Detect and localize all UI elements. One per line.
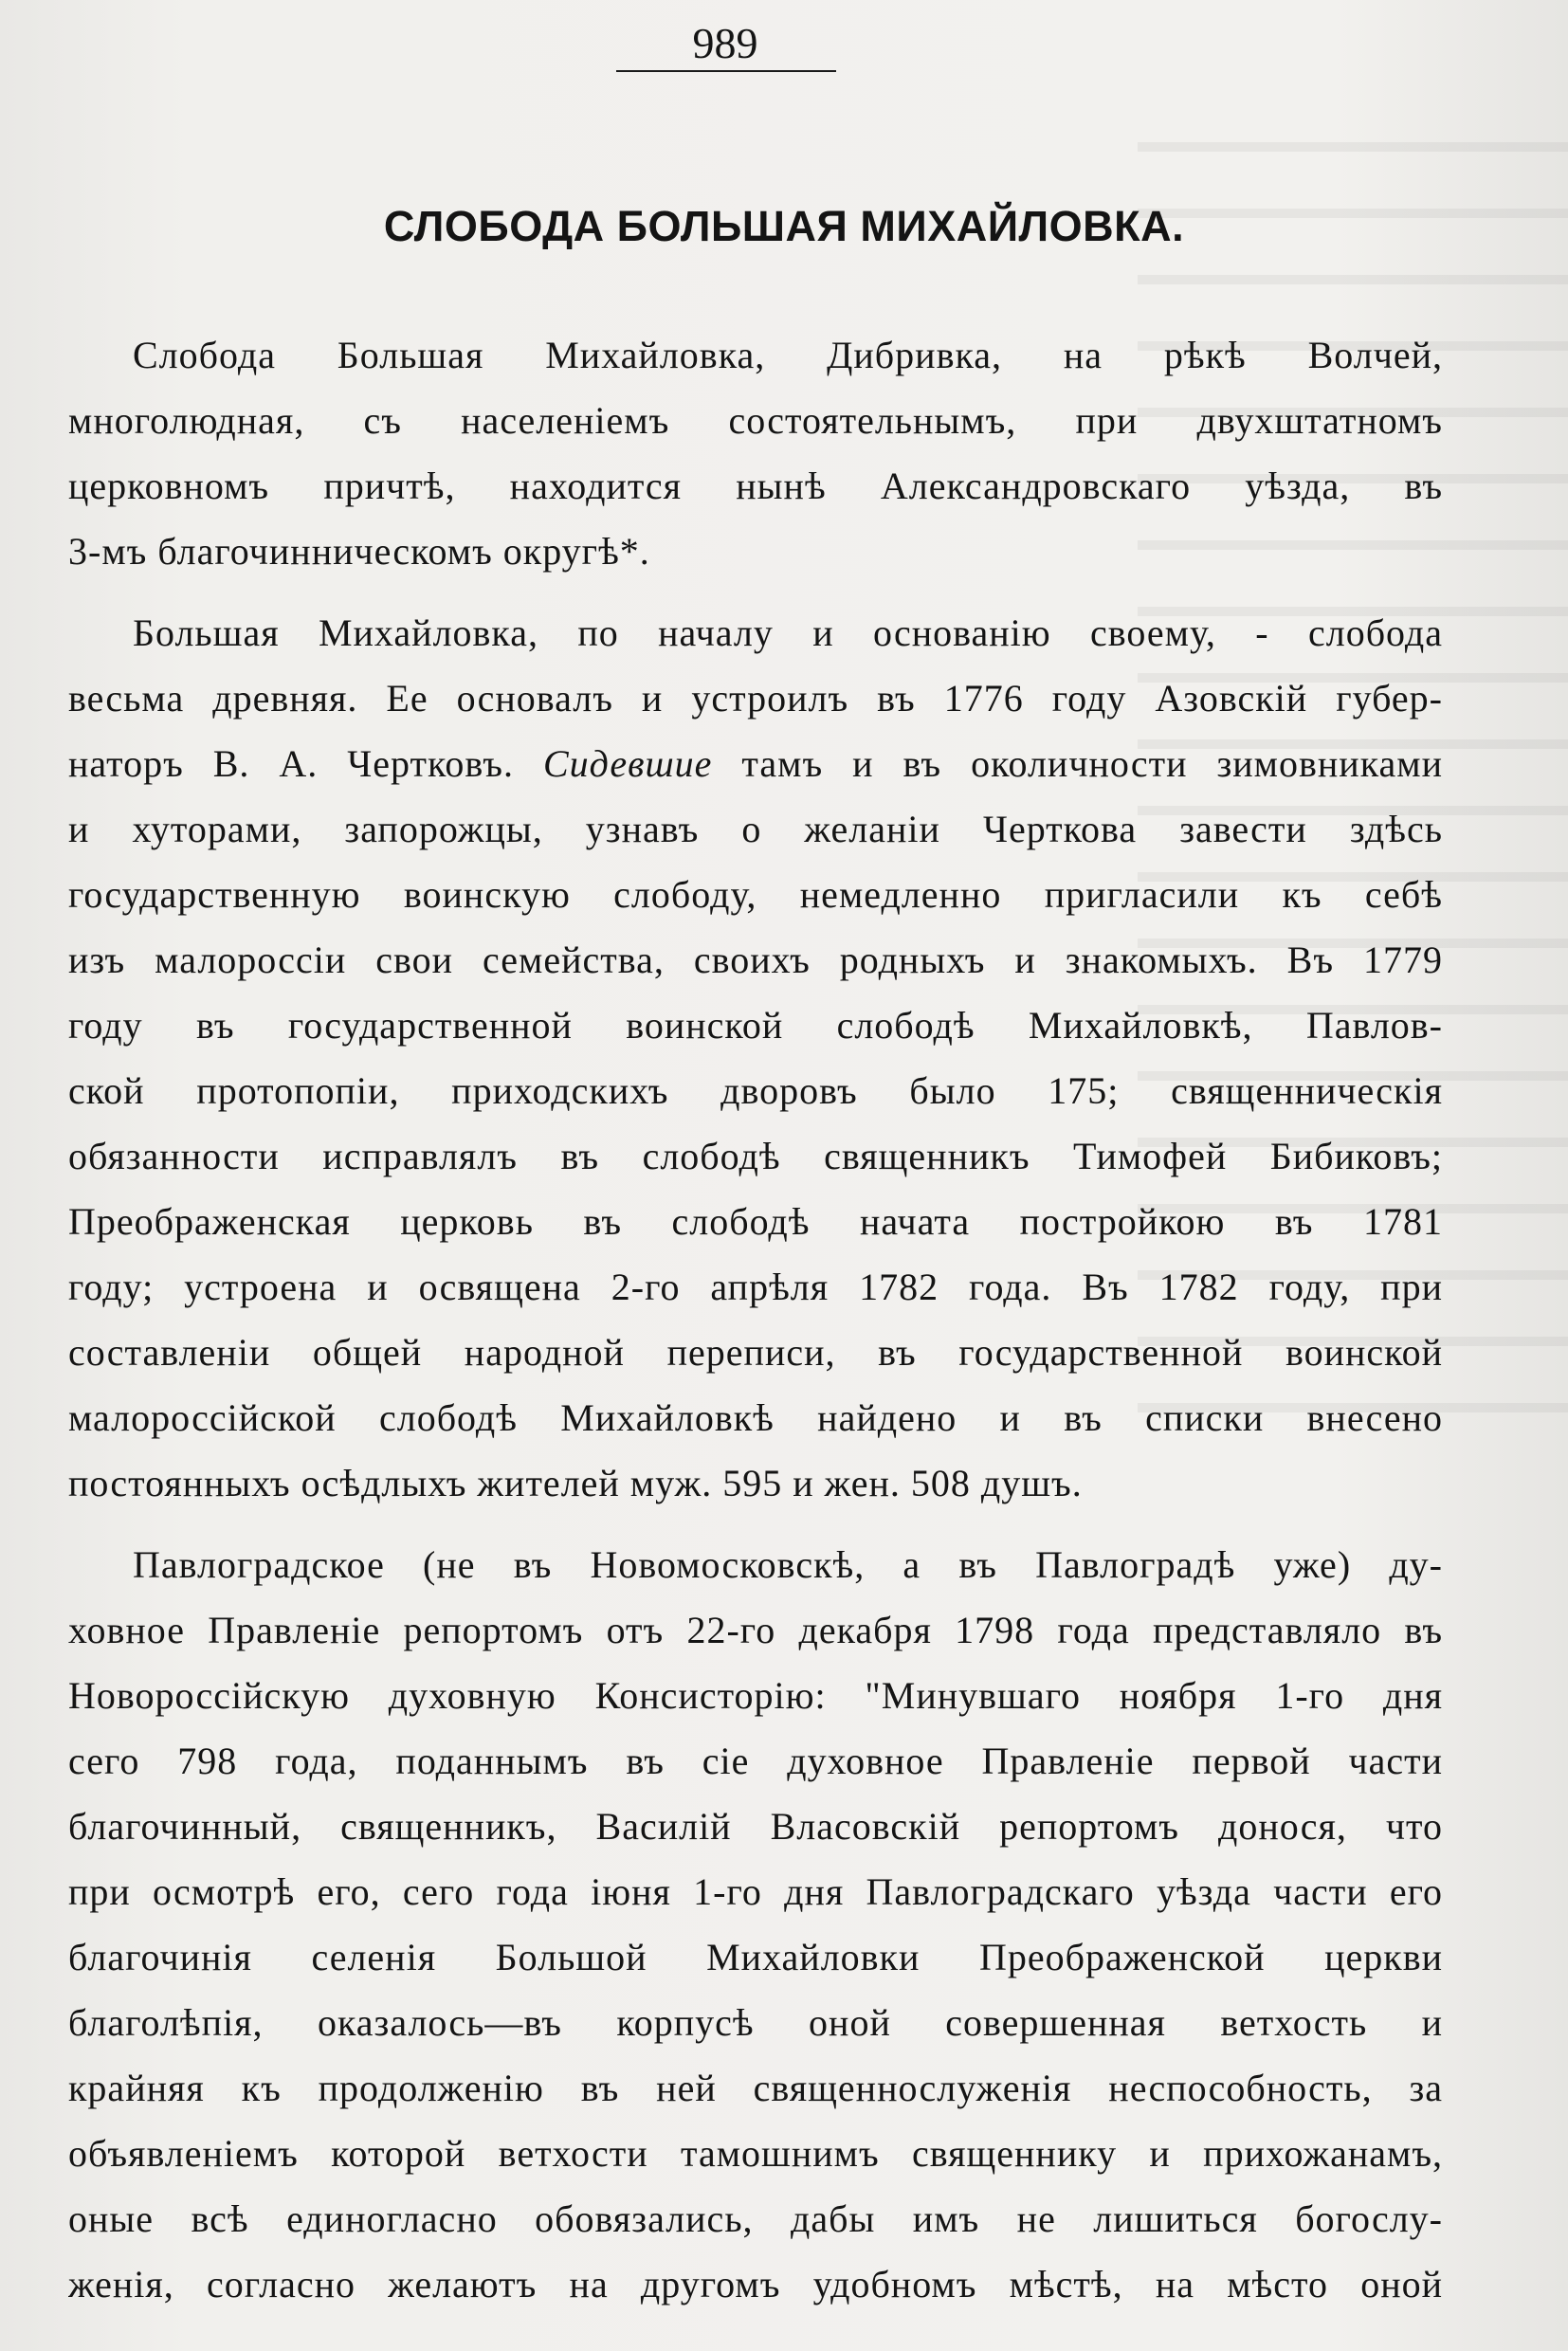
text-line: объявленіемъ которой ветхости тамошнимъ священнику и прихожанамъ, (68, 2132, 1443, 2175)
paragraph (68, 1532, 1443, 2317)
paragraph (68, 322, 1443, 584)
text-line: изъ малороссіи свои семейства, своихъ родныхъ и знакомыхъ. Въ 1779 (68, 939, 1443, 981)
section-title: СЛОБОДА БОЛЬШАЯ МИХАЙЛОВКА. (383, 202, 1185, 250)
text-line: благолѣпія, оказалось—въ корпусѣ оной совершенная ветхость и (68, 2001, 1443, 2044)
text-line: году; устроена и освящена 2-го апрѣля 1782 года. Въ 1782 году, при (68, 1266, 1443, 1308)
text-line: при осмотрѣ его, сего года іюня 1-го дня Павлоградскаго уѣзда части его (68, 1870, 1443, 1913)
text-line: весьма древняя. Ее основалъ и устроилъ въ 1776 году Азовскій губер- (68, 677, 1443, 720)
text-line: оные всѣ единогласно обовязались, дабы имъ не лишиться богослу- (68, 2197, 1443, 2240)
text-line: малороссійской слободѣ Михайловкѣ найдено и въ списки внесено (68, 1396, 1443, 1439)
text-line: сего 798 года, поданнымъ въ сіе духовное Правленіе первой части (68, 1740, 1443, 1782)
text-line: благочинія селенія Большой Михайловки Преображенской церкви (68, 1936, 1443, 1978)
text-line: обязанности исправлялъ въ слободѣ священникъ Тимофей Бибиковъ; (68, 1135, 1443, 1177)
text-line: Преображенская церковь въ слободѣ начата постройкою въ 1781 (68, 1200, 1443, 1243)
body-text (68, 322, 1443, 2317)
paragraph (68, 600, 1443, 1516)
text-line: ховное Правленіе репортомъ отъ 22-го декабря 1798 года представляло въ (68, 1609, 1443, 1651)
text-line: составленіи общей народной переписи, въ государственной воинской (68, 1331, 1443, 1374)
text-line: благочинный, священникъ, Василій Власовскій репортомъ донося, что (68, 1805, 1443, 1848)
text-line: церковномъ причтѣ, находится нынѣ Александровскаго уѣзда, въ (68, 465, 1443, 507)
text-segment: наторъ В. А. Чертковъ. (68, 742, 543, 785)
text-line: крайняя къ продолженію въ ней священнослуженія неспособность, за (68, 2067, 1443, 2109)
text-line: Большая Михайловка, по началу и основанію своему, - слобода (133, 611, 1443, 654)
text-segment: тамъ и въ околичности зимовниками (712, 742, 1443, 785)
text-line: женія, согласно желаютъ на другомъ удобномъ мѣстѣ, на мѣсто оной (68, 2263, 1443, 2305)
text-line: Павлоградское (не въ Новомосковскѣ, а въ Павлоградѣ уже) ду- (133, 1543, 1443, 1586)
text-line: государственную воинскую слободу, немедленно пригласили къ себѣ (68, 873, 1443, 916)
text-line: году въ государственной воинской слободѣ Михайловкѣ, Павлов- (68, 1004, 1443, 1047)
text-line: 3-мъ благочинническомъ округѣ*. (68, 530, 650, 573)
paragraph-gap (68, 584, 1443, 600)
paragraph-gap (68, 1516, 1443, 1532)
text-line: Новороссійскую духовную Консисторію: "Минувшаго ноября 1-го дня (68, 1674, 1443, 1717)
text-line: постоянныхъ осѣдлыхъ жителей муж. 595 и жен. 508 душъ. (68, 1462, 1083, 1504)
page-number-rule (616, 70, 836, 72)
text-line: и хуторами, запорожцы, узнавъ о желаніи Черткова завести здѣсь (68, 808, 1443, 850)
text-line (68, 731, 1443, 796)
text-line: ской протопопіи, приходскихъ дворовъ было 175; священническія (68, 1069, 1443, 1112)
page-number: 989 (692, 19, 758, 67)
text-line: Слобода Большая Михайловка, Дибривка, на рѣкѣ Волчей, (133, 334, 1443, 376)
italic-word: Сидевшие (542, 742, 713, 785)
text-line: многолюдная, съ населеніемъ состоятельнымъ, при двухштатномъ (68, 399, 1443, 442)
